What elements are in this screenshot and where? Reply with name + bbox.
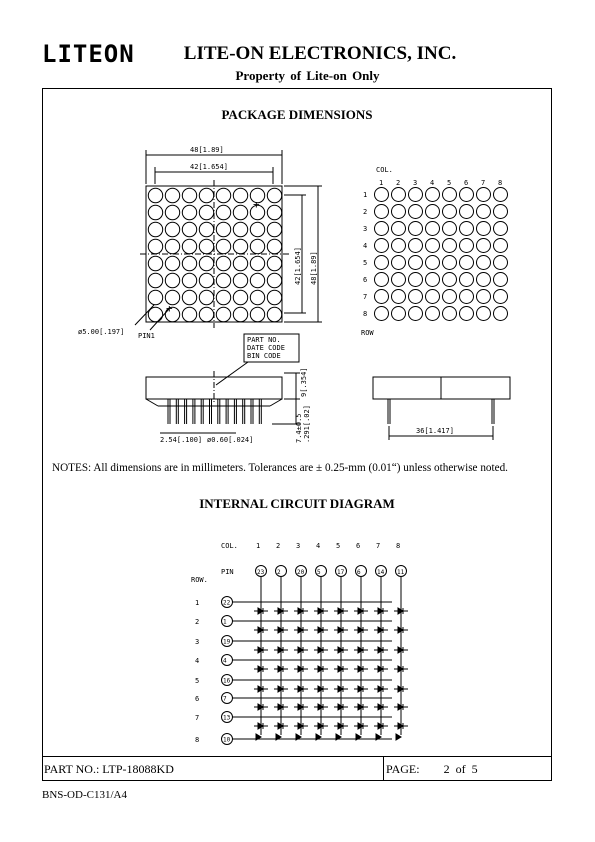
dim-pin-dia: ø0.60[.024] xyxy=(207,436,254,444)
col-number: 4 xyxy=(430,179,435,187)
circuit-col-number: 5 xyxy=(336,542,341,550)
pin-dot xyxy=(443,205,457,219)
led-dot xyxy=(216,307,230,321)
pin-dot xyxy=(392,188,406,202)
pin-dot xyxy=(375,188,389,202)
led-dot xyxy=(199,256,213,270)
pin-dot xyxy=(409,307,423,321)
dim-row-spacing: 36[1.417] xyxy=(416,427,454,435)
pin-dot xyxy=(426,239,440,253)
led-dot xyxy=(148,222,162,236)
circuit-col-number: 7 xyxy=(376,542,381,550)
marking-line: BIN CODE xyxy=(247,352,281,360)
row-pin-number: 16 xyxy=(223,677,231,685)
pin-dot xyxy=(460,256,474,270)
pin-dot xyxy=(426,307,440,321)
row-pin-number: 1 xyxy=(223,618,227,626)
pin-dot xyxy=(494,256,508,270)
led-dot xyxy=(148,256,162,270)
row-number: 3 xyxy=(363,225,368,233)
pin-dot xyxy=(460,273,474,287)
pin-dot xyxy=(477,290,491,304)
led-dot xyxy=(199,205,213,219)
led-dot xyxy=(233,290,247,304)
led-dot xyxy=(199,222,213,236)
led-dot xyxy=(250,273,264,287)
dim-body-height: 9[.354] xyxy=(300,367,308,397)
pin-dot xyxy=(426,273,440,287)
led-dot xyxy=(250,222,264,236)
pin-dot xyxy=(443,307,457,321)
led-dot xyxy=(267,273,281,287)
col-number: 8 xyxy=(498,179,503,187)
led-dot xyxy=(148,205,162,219)
row-number: 7 xyxy=(363,293,368,301)
pin-dot xyxy=(375,239,389,253)
page-total: 5 xyxy=(471,762,478,776)
led-dot xyxy=(148,239,162,253)
led-dot xyxy=(182,188,196,202)
pin-dot xyxy=(443,290,457,304)
circuit-col-label: COL. xyxy=(221,542,238,550)
row-label: ROW xyxy=(361,329,374,337)
pin-dot xyxy=(392,256,406,270)
pin-dot xyxy=(375,222,389,236)
row-number: 1 xyxy=(363,191,368,199)
led-dot xyxy=(182,222,196,236)
pin-dot xyxy=(443,188,457,202)
circuit-col-number: 6 xyxy=(356,542,361,550)
led-dot xyxy=(148,188,162,202)
pin-dot xyxy=(477,205,491,219)
pin1-marker: + xyxy=(166,302,173,315)
pin-dot xyxy=(494,205,508,219)
notes-text: NOTES: All dimensions are in millimeters. Tolerances are ± 0.25-mm (0.01“) unless otherwise noted. xyxy=(52,462,508,474)
row-pin-number: 19 xyxy=(223,638,231,646)
row-pin-number: 4 xyxy=(223,657,227,665)
col-pin-number: 14 xyxy=(377,569,385,576)
pin-dot xyxy=(460,188,474,202)
circuit-pin-label: PIN xyxy=(221,568,234,576)
led-dot xyxy=(182,205,196,219)
col-number: 7 xyxy=(481,179,486,187)
led-dot xyxy=(199,239,213,253)
led-dot xyxy=(182,307,196,321)
circuit-col-number: 4 xyxy=(316,542,321,550)
pin-dot xyxy=(375,205,389,219)
circuit-row-label: ROW. xyxy=(191,576,208,584)
led-dot xyxy=(216,222,230,236)
led-dot xyxy=(250,307,264,321)
marking-line: DATE CODE xyxy=(247,344,285,352)
pin-dot xyxy=(460,307,474,321)
circuit-col-number: 2 xyxy=(276,542,281,550)
led-dot xyxy=(165,188,179,202)
circuit-row-number: 4 xyxy=(195,657,200,665)
led-dot xyxy=(233,222,247,236)
pin-dot xyxy=(460,239,474,253)
pin-dot xyxy=(392,290,406,304)
package-title: PACKAGE DIMENSIONS xyxy=(221,107,373,122)
col-pin-number: 17 xyxy=(337,569,345,576)
circuit-row-number: 1 xyxy=(195,599,200,607)
circuit-row-number: 3 xyxy=(195,638,200,646)
led-dot xyxy=(182,239,196,253)
company-name: LITE-ON ELECTRONICS, INC. xyxy=(183,43,457,64)
pin-dot xyxy=(392,222,406,236)
row-pin-number: 10 xyxy=(223,736,231,744)
pin-dot xyxy=(443,273,457,287)
led-dot xyxy=(199,307,213,321)
pin-dot xyxy=(494,290,508,304)
dim-inner-height: 42[1.654] xyxy=(294,247,302,285)
led-dot xyxy=(216,205,230,219)
led-dot xyxy=(199,188,213,202)
led-dot xyxy=(165,205,179,219)
diode xyxy=(396,734,401,740)
led-dot xyxy=(199,290,213,304)
row-number: 2 xyxy=(363,208,368,216)
pin-dot xyxy=(494,188,508,202)
circuit-col-number: 3 xyxy=(296,542,301,550)
pin-dot xyxy=(409,222,423,236)
led-dot xyxy=(267,205,281,219)
pin-dot xyxy=(375,290,389,304)
pin-dot xyxy=(375,307,389,321)
pin-dot xyxy=(477,222,491,236)
led-dot xyxy=(165,239,179,253)
pin-dot xyxy=(409,256,423,270)
pin-dot xyxy=(494,307,508,321)
pin-dot xyxy=(460,290,474,304)
led-dot xyxy=(267,188,281,202)
dim-overall-height: 48[1.89] xyxy=(310,251,318,285)
page-of: of xyxy=(455,762,466,776)
led-dot xyxy=(216,256,230,270)
led-dot xyxy=(165,273,179,287)
dim-pin-length: 7.4±0.5 xyxy=(295,413,303,443)
row-pin-number: 22 xyxy=(223,599,231,607)
led-dot xyxy=(182,256,196,270)
pin-dot xyxy=(477,273,491,287)
led-dot xyxy=(233,205,247,219)
led-dot xyxy=(233,239,247,253)
pin-dot xyxy=(426,205,440,219)
led-dot xyxy=(165,256,179,270)
led-dot xyxy=(267,222,281,236)
led-dot xyxy=(233,188,247,202)
pin-dot xyxy=(426,256,440,270)
col-label: COL. xyxy=(376,166,393,174)
pin-dot xyxy=(443,222,457,236)
pin-dot xyxy=(426,290,440,304)
pin-dot xyxy=(426,188,440,202)
property-line: Property of Lite-on Only xyxy=(235,68,380,83)
led-dot xyxy=(233,307,247,321)
col-pin-number: 23 xyxy=(257,569,265,576)
col-number: 6 xyxy=(464,179,469,187)
side-foot xyxy=(270,399,282,406)
document-reference: BNS-OD-C131/A4 xyxy=(42,789,127,801)
pin-dot xyxy=(477,256,491,270)
circuit-title: INTERNAL CIRCUIT DIAGRAM xyxy=(199,496,395,511)
page-label: PAGE: xyxy=(386,762,420,776)
circuit-row-number: 8 xyxy=(195,736,200,744)
dim-overall-width: 48[1.89] xyxy=(190,146,224,154)
col-pin-number: 11 xyxy=(397,569,405,576)
led-dot xyxy=(216,290,230,304)
pin-dot xyxy=(494,222,508,236)
pin-dot xyxy=(426,222,440,236)
part-number: PART NO.: LTP-18088KD xyxy=(44,762,174,776)
footer-separator xyxy=(383,756,384,781)
pin-dot xyxy=(494,273,508,287)
side-foot xyxy=(146,399,158,406)
circuit-row-number: 7 xyxy=(195,714,200,722)
led-dot xyxy=(267,239,281,253)
pin-dot xyxy=(392,239,406,253)
pin-dot xyxy=(409,205,423,219)
pin-dot xyxy=(443,239,457,253)
marking-line: PART NO. xyxy=(247,336,281,344)
pin-view xyxy=(375,188,508,321)
row-number: 5 xyxy=(363,259,368,267)
led-dot xyxy=(148,273,162,287)
pin-dot xyxy=(443,256,457,270)
dim-pin-pitch: 2.54[.100] xyxy=(160,436,203,444)
pin-dot xyxy=(375,256,389,270)
dim-inner-width: 42[1.654] xyxy=(190,163,228,171)
front-view xyxy=(135,150,322,330)
side-views xyxy=(146,334,510,440)
circuit-row-number: 6 xyxy=(195,695,200,703)
col-pin-number: 2 xyxy=(277,569,281,576)
row-pin-number: 7 xyxy=(223,695,227,703)
circuit-row-number: 5 xyxy=(195,677,200,685)
pin-dot xyxy=(409,290,423,304)
led-dot xyxy=(216,239,230,253)
led-dot xyxy=(267,307,281,321)
circuit-diagram xyxy=(222,566,409,745)
col-pin-number: 6 xyxy=(357,569,361,576)
pin-dot xyxy=(375,273,389,287)
pin-dot xyxy=(409,273,423,287)
led-dot xyxy=(165,222,179,236)
pin-dot xyxy=(494,239,508,253)
led-dot xyxy=(216,188,230,202)
pin-dot xyxy=(477,307,491,321)
col-number: 2 xyxy=(396,179,401,187)
row-number: 8 xyxy=(363,310,368,318)
led-dot xyxy=(182,290,196,304)
pin-dot xyxy=(460,222,474,236)
led-dot xyxy=(250,256,264,270)
pin-marker: + xyxy=(253,198,260,211)
col-pin-number: 20 xyxy=(297,569,305,576)
circuit-col-number: 8 xyxy=(396,542,401,550)
led-dot xyxy=(233,273,247,287)
led-dot xyxy=(250,290,264,304)
row-number: 6 xyxy=(363,276,368,284)
logo-text: LITEON xyxy=(42,40,135,66)
pin-dot xyxy=(477,239,491,253)
marking-leader xyxy=(216,362,248,385)
circuit-col-number: 1 xyxy=(256,542,261,550)
led-dot xyxy=(267,256,281,270)
col-number: 5 xyxy=(447,179,452,187)
col-pin-number: 5 xyxy=(317,569,321,576)
circuit-row-number: 2 xyxy=(195,618,200,626)
led-dot xyxy=(148,290,162,304)
pin-dot xyxy=(392,205,406,219)
pin-dot xyxy=(392,273,406,287)
dim-pin-length-in: .291[.02] xyxy=(303,405,311,443)
led-dot xyxy=(199,273,213,287)
row-number: 4 xyxy=(363,242,368,250)
led-dot xyxy=(233,256,247,270)
led-dot xyxy=(250,239,264,253)
col-number: 1 xyxy=(379,179,384,187)
col-number: 3 xyxy=(413,179,418,187)
dot-diameter: ø5.00[.197] xyxy=(78,328,125,336)
led-dot xyxy=(267,290,281,304)
pin1-label: PIN1 xyxy=(138,332,155,340)
led-dot xyxy=(148,307,162,321)
row-pin-number: 13 xyxy=(223,714,231,722)
pin-dot xyxy=(477,188,491,202)
pin-dot xyxy=(460,205,474,219)
page-number: 2 xyxy=(443,762,450,776)
page-indicator xyxy=(386,762,478,777)
pin-dot xyxy=(392,307,406,321)
drawing-labels xyxy=(78,146,502,744)
pin-dot xyxy=(409,239,423,253)
pin-dot xyxy=(409,188,423,202)
led-dot xyxy=(182,273,196,287)
led-dot xyxy=(216,273,230,287)
